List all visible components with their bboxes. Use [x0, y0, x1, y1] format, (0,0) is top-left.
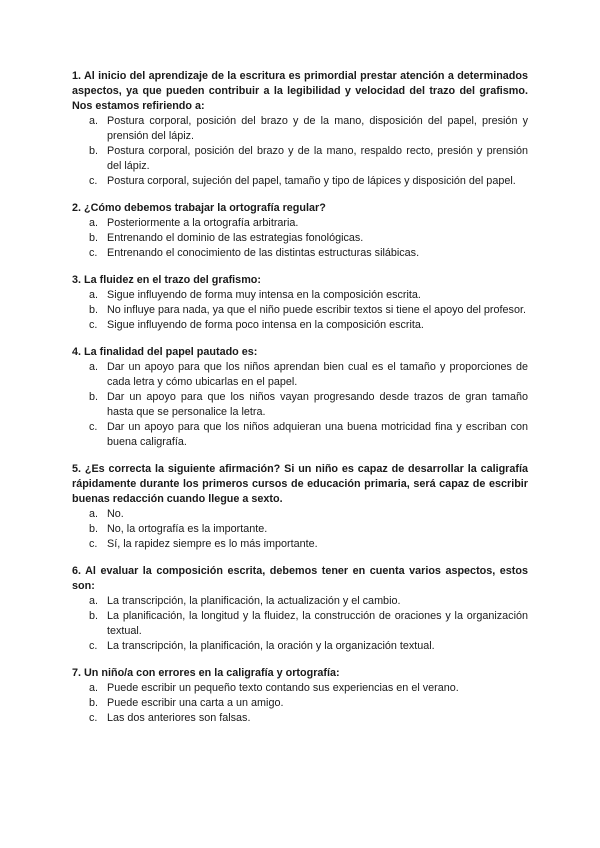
option-item	[72, 231, 528, 246]
option-list	[72, 594, 528, 654]
option-text: La transcripción, la planificación, la actualización y el cambio.	[107, 595, 401, 607]
option-text: No, la ortografía es la importante.	[107, 523, 268, 535]
option-text: Entrenando el dominio de las estrategias fonológicas.	[107, 232, 364, 244]
option-letter: b.	[89, 232, 99, 244]
option-item	[72, 609, 528, 639]
question-text: 1. Al inicio del aprendizaje de la escritura es primordial prestar atención a determinados aspectos, ya que pueden contribuir a la legibilidad y velocidad del trazo del grafismo. Nos estamos refiriendo a:	[72, 70, 528, 112]
question-text: 2. ¿Cómo debemos trabajar la ortografía regular?	[72, 202, 326, 214]
option-item	[72, 420, 528, 450]
option-letter: c.	[89, 712, 98, 724]
question-text: 5. ¿Es correcta la siguiente afirmación? Si un niño es capaz de desarrollar la caligrafía rápidamente durante los primeros cursos de educación primaria, será capaz de escribir buenas redacción cuando llegue a sexto.	[72, 463, 528, 505]
option-item	[72, 522, 528, 537]
option-letter: b.	[89, 610, 99, 622]
option-text: Sigue influyendo de forma poco intensa en la composición escrita.	[107, 319, 424, 331]
option-list	[72, 507, 528, 552]
option-item	[72, 144, 528, 174]
option-item	[72, 174, 528, 189]
option-letter: c.	[89, 319, 98, 331]
option-text: Las dos anteriores son falsas.	[107, 712, 251, 724]
option-item	[72, 537, 528, 552]
option-letter: b.	[89, 523, 99, 535]
option-text: Dar un apoyo para que los niños adquieran una buena motricidad fina y escriban con buena caligrafía.	[107, 421, 528, 448]
option-text: Posteriormente a la ortografía arbitraria.	[107, 217, 299, 229]
option-item	[72, 507, 528, 522]
option-text: Dar un apoyo para que los niños vayan progresando desde trazos de gran tamaño hasta que se personalice la letra.	[107, 391, 528, 418]
option-text: La transcripción, la planificación, la oración y la organización textual.	[107, 640, 435, 652]
option-letter: a.	[89, 682, 99, 694]
option-item	[72, 318, 528, 333]
option-text: No influye para nada, ya que el niño puede escribir textos si tiene el apoyo del profesor.	[107, 304, 526, 316]
question-4	[72, 345, 528, 450]
option-text: Entrenando el conocimiento de las distintas estructuras silábicas.	[107, 247, 420, 259]
option-letter: a.	[89, 289, 99, 301]
option-letter: c.	[89, 640, 98, 652]
option-list	[72, 216, 528, 261]
option-letter: a.	[89, 115, 99, 127]
option-letter: c.	[89, 421, 98, 433]
option-item	[72, 114, 528, 144]
option-item	[72, 696, 528, 711]
question-7	[72, 666, 528, 726]
question-text: 6. Al evaluar la composición escrita, debemos tener en cuenta varios aspectos, estos son:	[72, 565, 528, 592]
question-5	[72, 462, 528, 552]
option-letter: a.	[89, 217, 99, 229]
option-item	[72, 360, 528, 390]
option-item	[72, 246, 528, 261]
option-letter: b.	[89, 145, 99, 157]
option-item	[72, 288, 528, 303]
question-text: 7. Un niño/a con errores en la caligrafía y ortografía:	[72, 667, 340, 679]
question-6	[72, 564, 528, 654]
option-item	[72, 390, 528, 420]
option-list	[72, 114, 528, 189]
option-text: Sí, la rapidez siempre es lo más importante.	[107, 538, 318, 550]
option-item	[72, 711, 528, 726]
option-letter: a.	[89, 595, 99, 607]
option-text: Postura corporal, posición del brazo y de la mano, disposición del papel, presión y prensión del lápiz.	[107, 115, 528, 142]
option-letter: b.	[89, 391, 99, 403]
option-letter: c.	[89, 247, 98, 259]
option-item	[72, 303, 528, 318]
option-item	[72, 639, 528, 654]
option-text: Sigue influyendo de forma muy intensa en la composición escrita.	[107, 289, 421, 301]
option-letter: a.	[89, 361, 99, 373]
option-item	[72, 681, 528, 696]
question-1	[72, 69, 528, 189]
option-list	[72, 681, 528, 726]
option-text: Puede escribir un pequeño texto contando sus experiencias en el verano.	[107, 682, 459, 694]
option-text: No.	[107, 508, 124, 520]
option-letter: c.	[89, 175, 98, 187]
option-letter: b.	[89, 304, 99, 316]
option-item	[72, 594, 528, 609]
option-item	[72, 216, 528, 231]
question-2	[72, 201, 528, 261]
option-text: Dar un apoyo para que los niños aprendan bien cual es el tamaño y proporciones de cada letra y cómo ubicarlas en el papel.	[107, 361, 528, 388]
option-letter: b.	[89, 697, 99, 709]
option-text: La planificación, la longitud y la fluidez, la construcción de oraciones y la organización textual.	[107, 610, 528, 637]
question-3	[72, 273, 528, 333]
option-list	[72, 360, 528, 450]
option-text: Puede escribir una carta a un amigo.	[107, 697, 284, 709]
option-list	[72, 288, 528, 333]
question-text: 4. La finalidad del papel pautado es:	[72, 346, 258, 358]
option-text: Postura corporal, sujeción del papel, tamaño y tipo de lápices y disposición del papel.	[107, 175, 516, 187]
question-text: 3. La fluidez en el trazo del grafismo:	[72, 274, 261, 286]
option-letter: c.	[89, 538, 98, 550]
option-text: Postura corporal, posición del brazo y de la mano, respaldo recto, presión y prensión del lápiz.	[107, 145, 528, 172]
option-letter: a.	[89, 508, 99, 520]
